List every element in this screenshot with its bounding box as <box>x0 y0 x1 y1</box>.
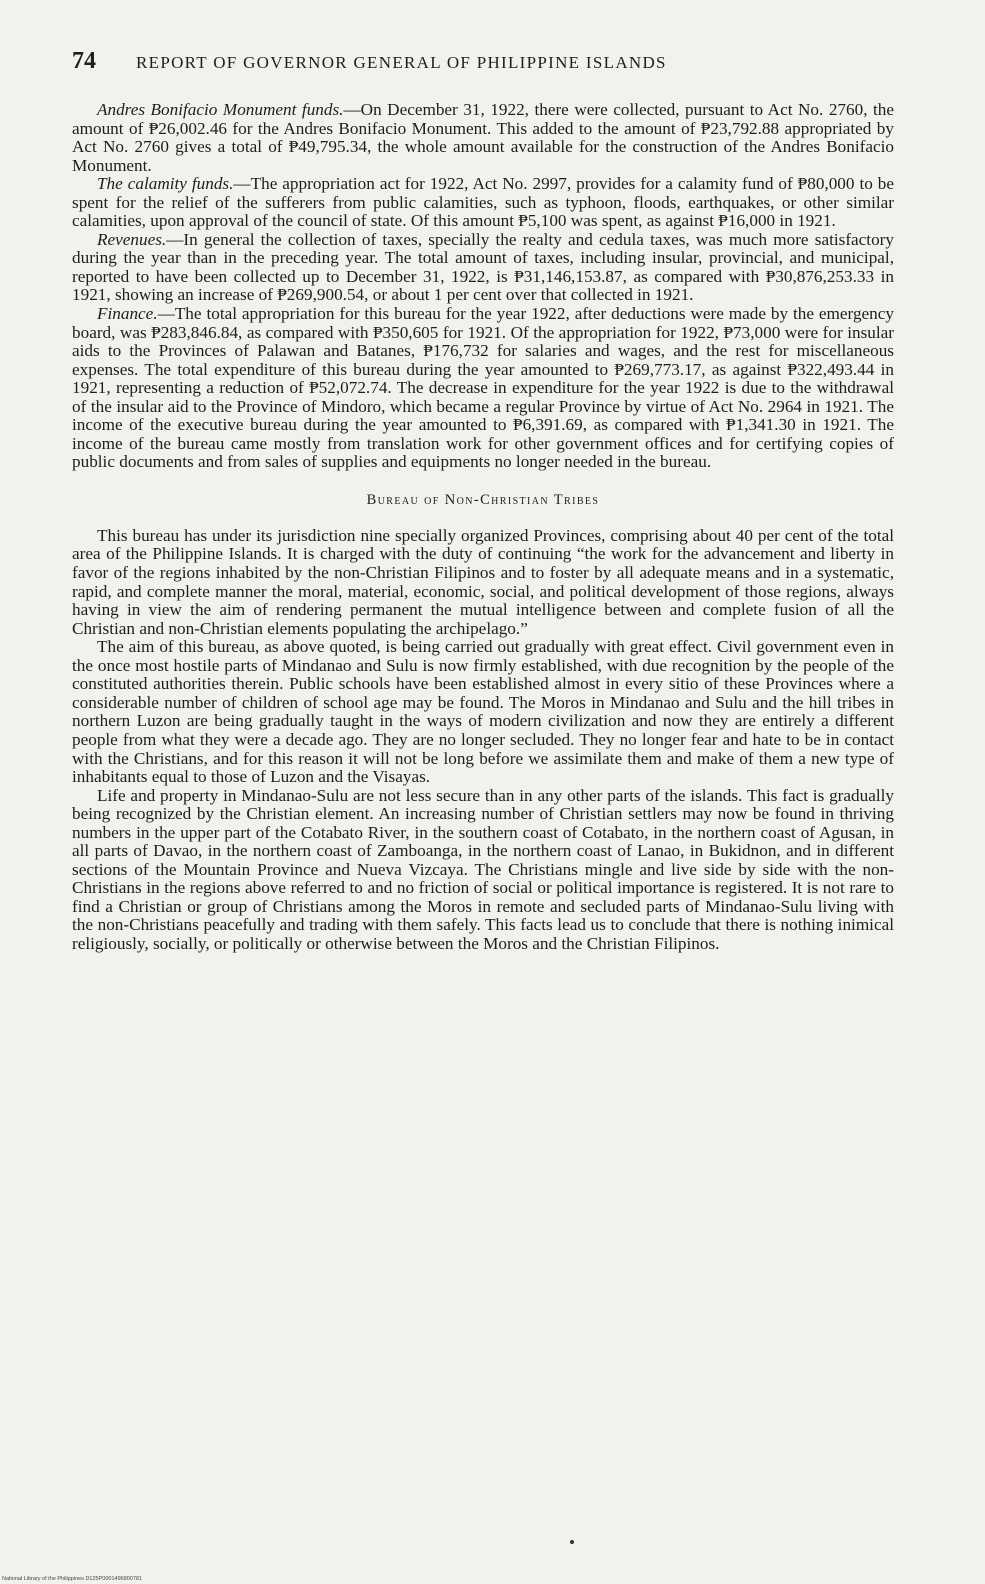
paragraph-bureau-aim: The aim of this bureau, as above quoted, is being carried out gradually with great effect. Civil government even in the once most hostile parts of Mindanao and Sulu is now firmly established, with due recognition by the people of the constituted authorities therein. Public schools have been established almost in every sitio of these Provinces where a considerable number of children of school age may be found. The Moros in Mindanao and Sulu and the hill tribes in northern Luzon are being gradually taught in the ways of modern civilization and now they are entirely a different people from what they were a decade ago. They are no longer secluded. They no longer fear and hate to be in contact with the Christians, and for this reason it will not be long before we assimilate them and make of them a new type of inhabitants equal to those of Luzon and the Visayas. <box>72 637 894 787</box>
paragraph-finance <box>72 305 894 472</box>
paragraph-lead: Revenues. <box>97 229 167 249</box>
paragraph-text: —On December 31, 1922, there were collected, pursuant to Act No. 2760, the amount of ₱26,002.46 for the Andres Bonifacio Monument. This added to the amount of ₱23,792.88 appropriated by Act No. 2760 gives a total of ₱49,795.34, the whole amount available for the construction of the Andres Bonifacio Monument. <box>72 100 894 175</box>
paragraph-bureau-jurisdiction: This bureau has under its jurisdiction nine specially organized Provinces, comprising about 40 per cent of the total area of the Philippine Islands. It is charged with the duty of continuing “the work for the advancement and liberty in favor of the regions inhabited by the non-Christian Filipinos and to foster by all adequate means and in a systematic, rapid, and complete manner the moral, material, economic, social, and political development of those regions, always having in view the aim of rendering permanent the mutual intelligence between and complete fusion of all the Christian and non-Christian elements populating the archipelago.” <box>72 525 894 638</box>
scan-credit: National Library of the Philippines D125P0001496800781 <box>2 1576 143 1582</box>
paragraph-calamity-funds <box>72 175 894 231</box>
paragraph-life-property: Life and property in Mindanao-Sulu are not less secure than in any other parts of the islands. This fact is gradually being recognized by the Christian element. An increasing number of Christian settlers may now be found in thriving numbers in the upper part of the Cotabato River, in the southern coast of Cotabato, in the northern coast of Agusan, in all parts of Davao, in the northern coast of Zamboanga, in the northern coast of Lanao, in Bukidnon, and in different sections of the Mountain Province and Nueva Vizcaya. The Christians mingle and live side by side with the non-Christians in the regions above referred to and no friction of social or political importance is registered. It is not rare to find a Christian or group of Christians among the Moros in remote and secluded parts of Mindanao-Sulu living with the non-Christians peacefully and trading with them safely. This facts lead us to conclude that there is nothing inimical religiously, socially, or politically or otherwise between the Moros and the Christian Filipinos. <box>72 785 894 953</box>
paragraph-lead: The calamity funds. <box>97 174 234 194</box>
paragraph-revenues <box>72 231 894 305</box>
paragraph-lead: Finance. <box>97 304 158 324</box>
section-heading: Bureau of Non-Christian Tribes <box>366 491 600 508</box>
paragraph-text: —The total appropriation for this bureau for the year 1922, after deductions were made by the emergency board, was ₱283,846.84, as compared with ₱350,605 for 1921. Of the appropriation for 1922, ₱73,000 were for insular aids to the Provinces of Palawan and Batanes, ₱176,732 for salaries and wages, and the rest for miscellaneous expenses. The total expenditure of this bureau during the year amounted to ₱269,773.17, as against ₱322,493.44 in 1921, representing a reduction of ₱52,072.74. The decrease in expenditure for the year 1922 is due to the withdrawal of the insular aid to the Province of Mindoro, which became a regular Province by virtue of Act No. 2964 in 1921. The income of the executive bureau during the year amounted to ₱6,391.69, as compared with ₱1,341.30 in 1921. The income of the bureau came mostly from translation work for other government offices and for certifying copies of public documents and from sales of supplies and equipments no longer needed in the bureau. <box>72 304 894 472</box>
paragraph-monument-funds <box>72 101 894 175</box>
paragraph-text: —The appropriation act for 1922, Act No. 2997, provides for a calamity fund of ₱80,000 to be spent for the relief of the sufferers from public calamities, such as typhoon, floods, earthquakes, or other similar calamities, upon approval of the council of state. Of this amount ₱5,100 was spent, as against ₱16,000 in 1921. <box>72 174 894 231</box>
paragraph-text: —In general the collection of taxes, specially the realty and cedula taxes, was much more satisfactory during the year than in the preceding year. The total amount of taxes, including insular, provincial, and municipal, reported to have been collected up to December 31, 1922, is ₱31,146,153.87, as compared with ₱30,876,253.33 in 1921, showing an increase of ₱269,900.54, or about 1 per cent over that collected in 1921. <box>72 229 894 305</box>
paragraph-lead: Andres Bonifacio Monument funds. <box>97 100 344 119</box>
page-mark <box>570 1540 574 1544</box>
page-number: 74 <box>72 48 96 74</box>
running-title: REPORT OF GOVERNOR GENERAL OF PHILIPPINE ISLANDS <box>136 53 667 72</box>
running-header <box>72 48 894 75</box>
document-page <box>72 48 894 954</box>
